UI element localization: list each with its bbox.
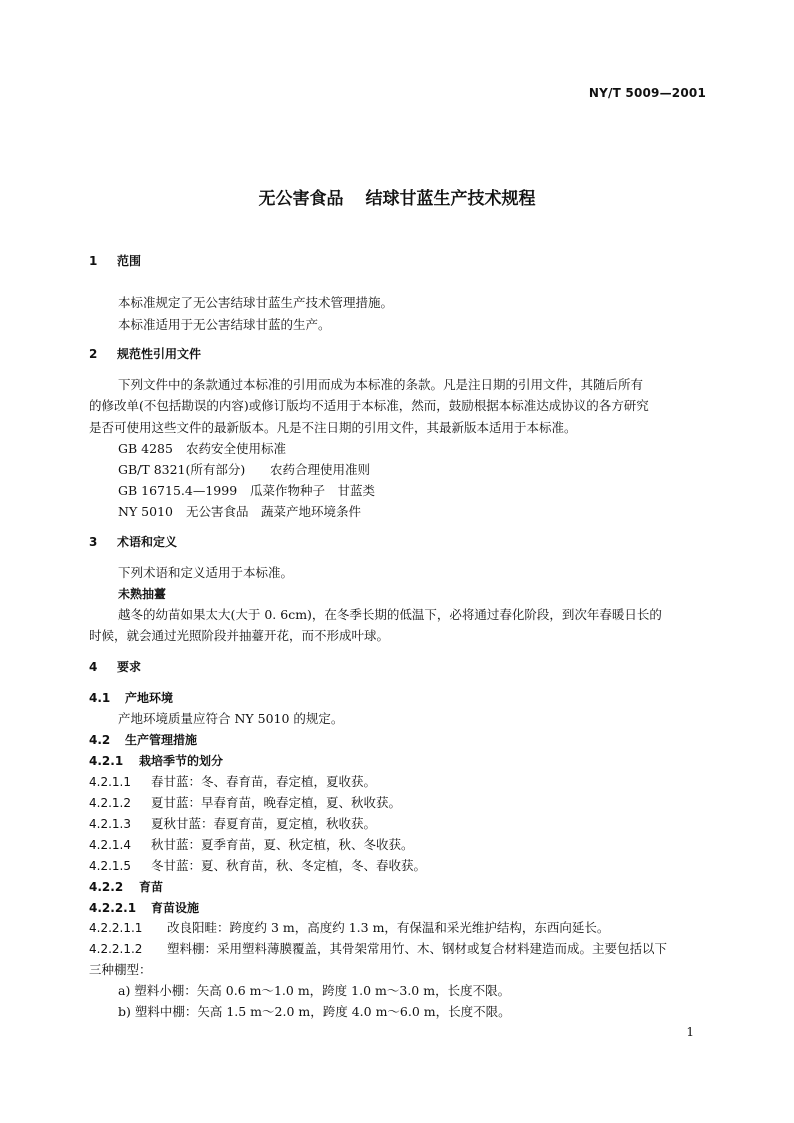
document-title bbox=[0, 184, 794, 209]
season-item: 4.2.1.2 夏甘蓝：早春育苗，晚春定植，夏、秋收获。 bbox=[89, 795, 402, 810]
reference-item: GB/T 8321(所有部分) 农药合理使用准则 bbox=[118, 462, 371, 477]
section-4-2-heading: 4.2 生产管理措施 bbox=[89, 733, 198, 747]
section-4-1-heading: 4.1 产地环境 bbox=[89, 691, 174, 705]
section-2-para-line-2: 的修改单(不包括勘误的内容)或修订版均不适用于本标准，然而，鼓励根据本标准达成协议的各方研究 bbox=[89, 398, 649, 413]
facility-item: 4.2.2.1.2 塑料棚：采用塑料薄膜覆盖，其骨架常用竹、木、钢材或复合材料建造而成。主要包括以下 bbox=[89, 941, 668, 956]
term-heading: 未熟抽薹 bbox=[118, 587, 167, 601]
reference-item: GB 16715.4—1999 瓜菜作物种子 甘蓝类 bbox=[118, 483, 376, 498]
section-1-para-2: 本标准适用于无公害结球甘蓝的生产。 bbox=[118, 317, 331, 332]
section-1-para-1: 本标准规定了无公害结球甘蓝生产技术管理措施。 bbox=[118, 295, 394, 310]
list-item: b) 塑料中棚：矢高 1.5 m～2.0 m，跨度 4.0 m～6.0 m，长度不限。 bbox=[118, 1004, 511, 1019]
title-part-2: 结球甘蓝生产技术规程 bbox=[365, 189, 536, 209]
section-1-heading: 1 范围 bbox=[89, 254, 142, 268]
season-item: 4.2.1.3 夏秋甘蓝：春夏育苗，夏定植，秋收获。 bbox=[89, 816, 377, 831]
section-3-para: 下列术语和定义适用于本标准。 bbox=[118, 565, 294, 580]
standard-code: NY/T 5009—2001 bbox=[588, 86, 706, 100]
section-4-2-2-heading: 4.2.2 育苗 bbox=[89, 880, 164, 894]
facility-item-continued: 三种棚型： bbox=[89, 962, 152, 977]
season-item: 4.2.1.4 秋甘蓝：夏季育苗，夏、秋定植，秋、冬收获。 bbox=[89, 837, 414, 852]
section-2-para-line-1: 下列文件中的条款通过本标准的引用而成为本标准的条款。凡是注日期的引用文件，其随后所有 bbox=[118, 377, 644, 392]
term-definition-line-2: 时候，就会通过光照阶段并抽薹开花，而不形成叶球。 bbox=[89, 628, 390, 643]
reference-item: NY 5010 无公害食品 蔬菜产地环境条件 bbox=[118, 504, 362, 519]
season-item: 4.2.1.1 春甘蓝：冬、春育苗，春定植，夏收获。 bbox=[89, 774, 377, 789]
section-2-para-line-3: 是否可使用这些文件的最新版本。凡是不注日期的引用文件，其最新版本适用于本标准。 bbox=[89, 420, 577, 435]
term-definition-line-1: 越冬的幼苗如果太大(大于 0. 6cm)，在冬季长期的低温下，必将通过春化阶段，到次年春暖日长的 bbox=[118, 607, 662, 622]
section-4-2-1-heading: 4.2.1 栽培季节的划分 bbox=[89, 754, 224, 768]
facility-item: 4.2.2.1.1 改良阳畦：跨度约 3 m，高度约 1.3 m，有保温和采光维护结构，东西向延长。 bbox=[89, 920, 610, 935]
section-3-heading: 3 术语和定义 bbox=[89, 535, 178, 549]
list-item: a) 塑料小棚：矢高 0.6 m～1.0 m，跨度 1.0 m～3.0 m，长度不限。 bbox=[118, 983, 511, 998]
section-4-heading: 4 要求 bbox=[89, 660, 142, 674]
season-item: 4.2.1.5 冬甘蓝：夏、秋育苗，秋、冬定植，冬、春收获。 bbox=[89, 858, 427, 873]
reference-item: GB 4285 农药安全使用标准 bbox=[118, 441, 287, 456]
title-part-1: 无公害食品 bbox=[258, 189, 344, 209]
section-4-2-2-1-heading: 4.2.2.1 育苗设施 bbox=[89, 901, 200, 915]
page-number: 1 bbox=[686, 1025, 694, 1039]
section-4-1-para: 产地环境质量应符合 NY 5010 的规定。 bbox=[118, 711, 344, 726]
section-2-heading: 2 规范性引用文件 bbox=[89, 347, 202, 361]
